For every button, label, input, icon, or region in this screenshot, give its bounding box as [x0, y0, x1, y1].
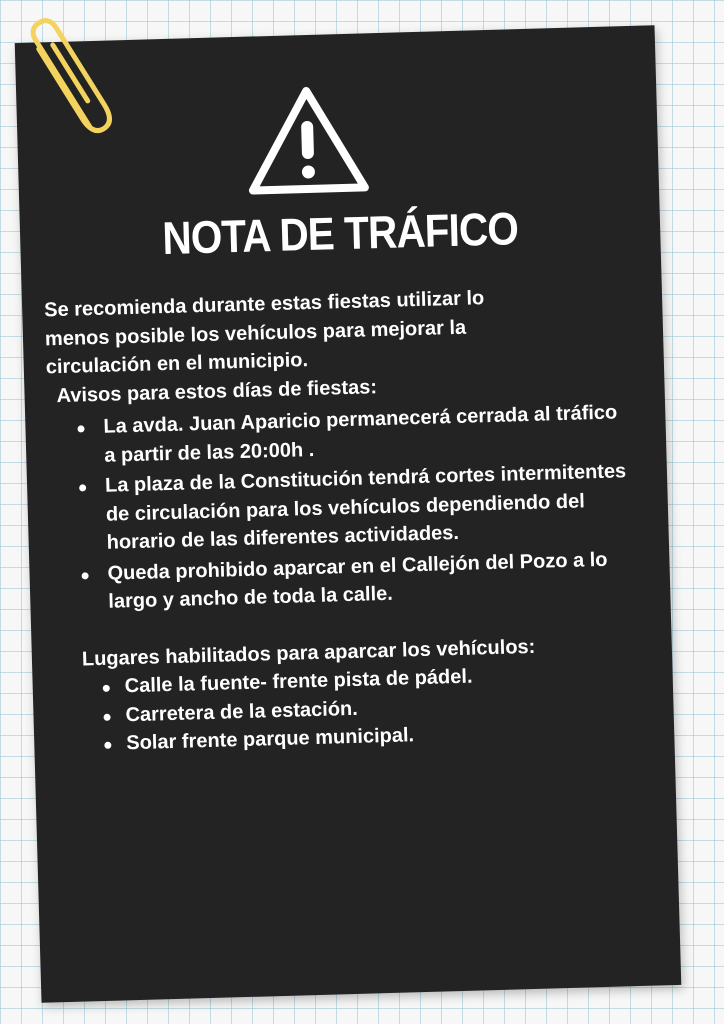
- warning-triangle-icon: [244, 83, 371, 198]
- intro-line: circulación en el municipio.: [45, 349, 309, 379]
- page-title: NOTA DE TRÁFICO: [161, 202, 519, 265]
- parking-list: [54, 658, 640, 760]
- parking-heading: Lugares habilitados para aparcar los vehículos:: [81, 635, 536, 670]
- notices-list: [47, 398, 636, 618]
- parking-item: Solar frente parque municipal.: [56, 715, 641, 760]
- notice-item: La plaza de la Constitución tendrá cortes intermitentes de circulación para los vehículos dependiendo del horario de las diferentes actividades.: [49, 457, 635, 559]
- note-body: [44, 280, 641, 760]
- notice-item: Queda prohibido aparcar en el Callejón del Pozo a lo largo y ancho de toda la calle.: [51, 544, 636, 617]
- parking-item: Carretera de la estación.: [55, 686, 640, 731]
- intro-paragraph: [44, 280, 630, 382]
- notice-item: La avda. Juan Aparicio permanecerá cerrada al tráfico a partir de las 20:00h .: [47, 398, 632, 471]
- intro-line: Se recomienda durante estas fiestas utilizar lo: [43, 287, 485, 322]
- intro-line: menos posible los vehículos para mejorar la: [44, 316, 467, 350]
- traffic-note-card: [15, 25, 682, 1002]
- parking-item: Calle la fuente- frente pista de pádel.: [54, 658, 639, 703]
- notices-heading: Avisos para estos días de fiestas:: [56, 375, 378, 407]
- paperclip-icon: [16, 6, 126, 146]
